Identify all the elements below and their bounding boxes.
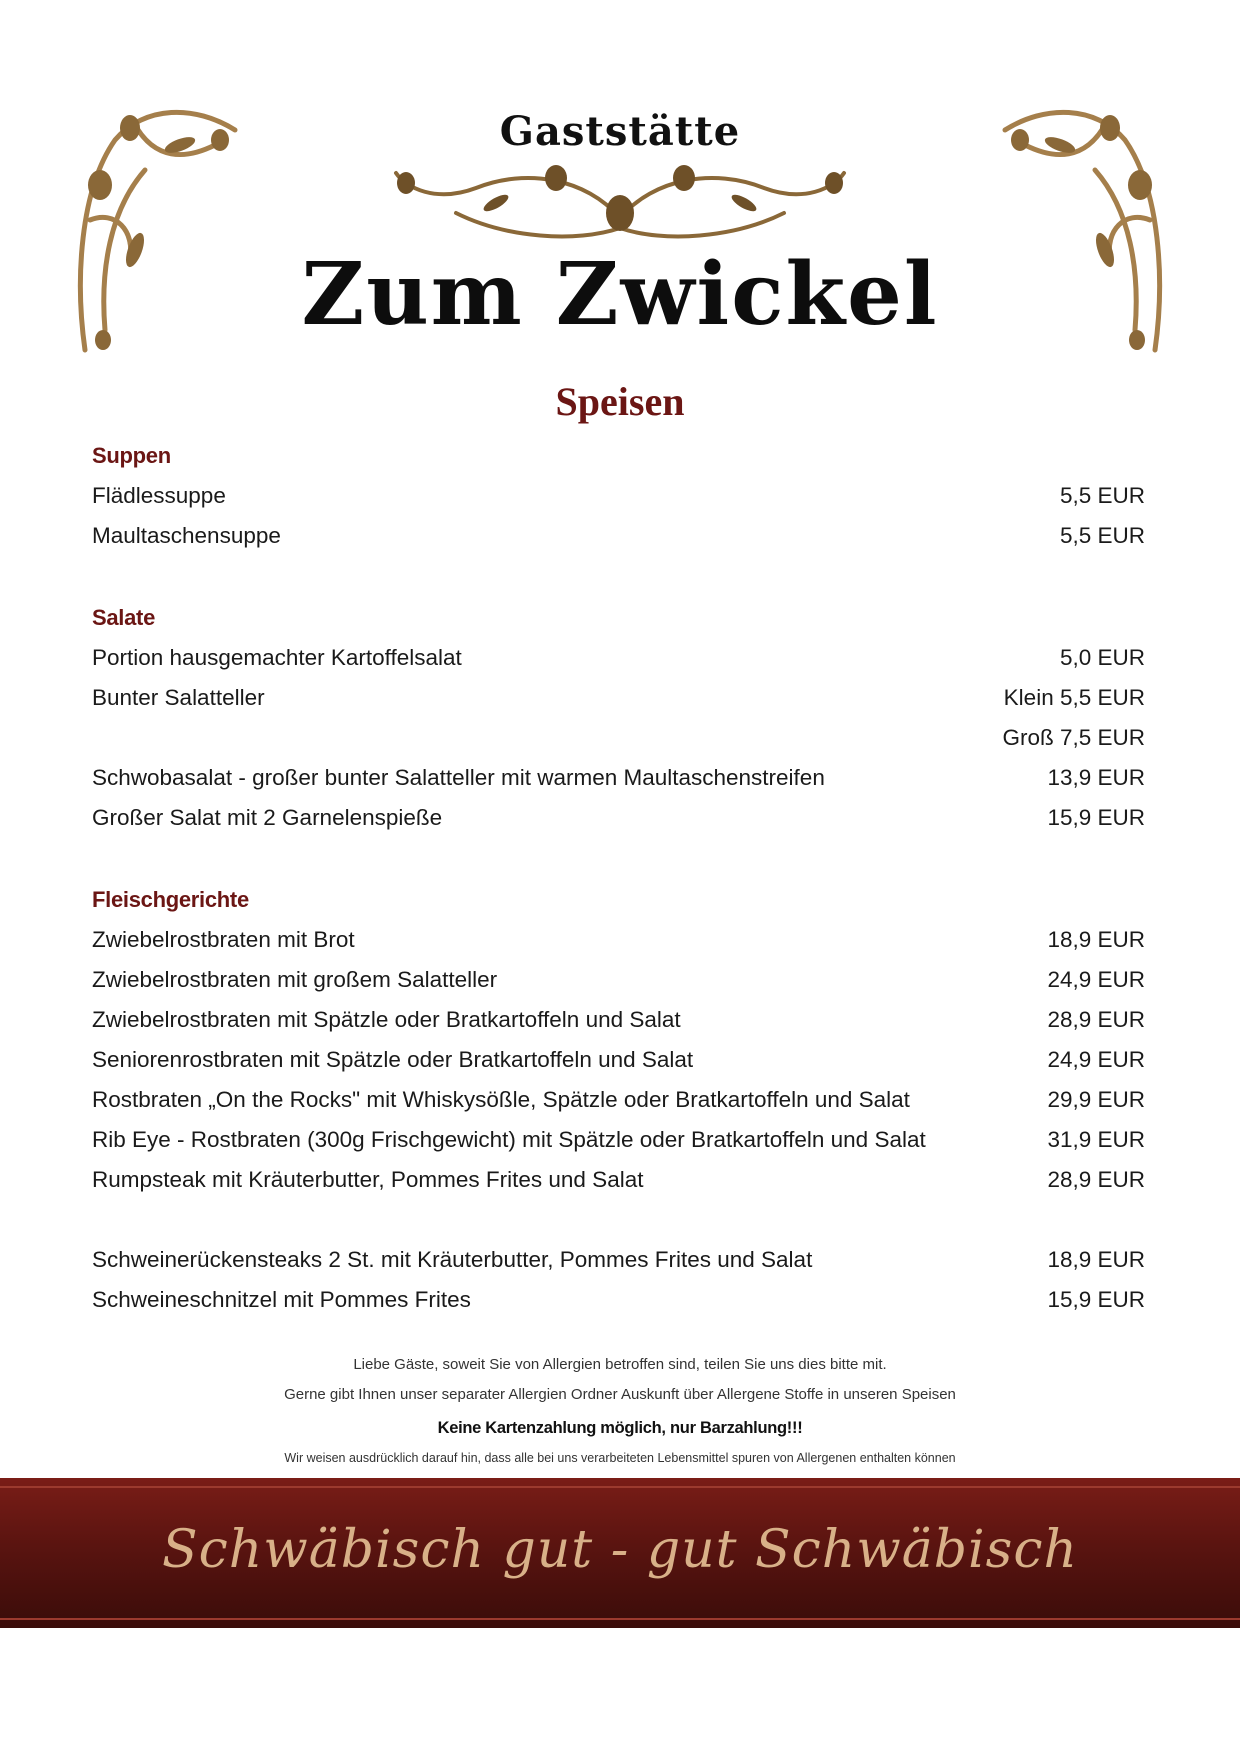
- allergen-traces-note: Wir weisen ausdrücklich darauf hin, dass alle bei uns verarbeiteten Lebensmittel spuren von Allergenen enthalten können: [284, 1451, 956, 1465]
- menu-item: [92, 758, 1145, 798]
- item-price: 28,9 EUR: [1047, 1167, 1145, 1192]
- item-price: 28,9 EUR: [1047, 1007, 1145, 1032]
- notes: [0, 1350, 1240, 1470]
- item-price: 18,9 EUR: [1047, 1247, 1145, 1272]
- menu-item: [92, 1080, 1145, 1120]
- menu-item: [92, 960, 1145, 1000]
- item-price: 5,0 EUR: [1059, 645, 1145, 670]
- item-price: 5,5 EUR: [1059, 483, 1145, 508]
- menu-item: [92, 476, 1145, 516]
- menu-item: [92, 516, 1145, 556]
- menu-item: [92, 920, 1145, 960]
- menu-item: [92, 1280, 1145, 1320]
- item-price: Klein 5,5 EUR: [1003, 685, 1145, 710]
- section-title-fleischgerichte: Fleischgerichte: [92, 887, 249, 912]
- item-price: 29,9 EUR: [1047, 1087, 1145, 1112]
- menu-item: [92, 1240, 1145, 1280]
- item-price: 18,9 EUR: [1047, 927, 1145, 952]
- menu-list: [92, 436, 1145, 1320]
- slogan: Schwäbisch gut - gut Schwäbisch: [162, 1520, 1078, 1580]
- item-price: 15,9 EUR: [1047, 1287, 1145, 1312]
- item-price: 13,9 EUR: [1047, 765, 1145, 790]
- item-name: Flädlessuppe: [92, 483, 226, 508]
- item-name: Schwobasalat - großer bunter Salatteller mit warmen Maultaschenstreifen: [92, 765, 825, 790]
- section-title-suppen: Suppen: [92, 443, 171, 468]
- menu-item: [92, 718, 1145, 758]
- menu-item: [92, 1160, 1145, 1200]
- item-name: Schweinerückensteaks 2 St. mit Kräuterbutter, Pommes Frites und Salat: [92, 1247, 813, 1272]
- item-name: Zwiebelrostbraten mit Spätzle oder Bratkartoffeln und Salat: [92, 1007, 681, 1032]
- item-price: Groß 7,5 EUR: [1002, 725, 1145, 750]
- item-price: 31,9 EUR: [1047, 1127, 1145, 1152]
- item-price: 5,5 EUR: [1059, 523, 1145, 548]
- item-price: 24,9 EUR: [1047, 967, 1145, 992]
- item-name: Rumpsteak mit Kräuterbutter, Pommes Frites und Salat: [92, 1167, 644, 1192]
- item-name: Zwiebelrostbraten mit Brot: [92, 927, 355, 952]
- center-hop-ornament-icon: [386, 158, 854, 258]
- allergy-note-1: Liebe Gäste, soweit Sie von Allergien betroffen sind, teilen Sie uns dies bitte mit.: [353, 1356, 887, 1373]
- item-name: Zwiebelrostbraten mit großem Salatteller: [92, 967, 498, 992]
- restaurant-type: Gaststätte: [499, 108, 741, 155]
- item-name: Schweineschnitzel mit Pommes Frites: [92, 1287, 471, 1312]
- item-name: Portion hausgemachter Kartoffelsalat: [92, 645, 462, 670]
- item-name: Großer Salat mit 2 Garnelenspieße: [92, 805, 443, 830]
- page-title: Speisen: [555, 379, 685, 424]
- menu-item: [92, 638, 1145, 678]
- item-price: 15,9 EUR: [1047, 805, 1145, 830]
- section-title-salate: Salate: [92, 605, 156, 630]
- menu-item: [92, 1000, 1145, 1040]
- item-name: Bunter Salatteller: [92, 685, 265, 710]
- footer-banner: [0, 1478, 1240, 1628]
- item-name: Rostbraten „On the Rocks" mit Whiskysößle, Spätzle oder Bratkartoffeln und Salat: [92, 1087, 910, 1112]
- menu-item: [92, 1040, 1145, 1080]
- item-name: Seniorenrostbraten mit Spätzle oder Bratkartoffeln und Salat: [92, 1047, 694, 1072]
- restaurant-name: Zum Zwickel: [301, 244, 939, 345]
- item-name: Maultaschensuppe: [92, 523, 281, 548]
- menu-item: [92, 798, 1145, 838]
- allergy-note-2: Gerne gibt Ihnen unser separater Allergien Ordner Auskunft über Allergene Stoffe in unseren Speisen: [284, 1386, 956, 1403]
- item-price: 24,9 EUR: [1047, 1047, 1145, 1072]
- item-name: Rib Eye - Rostbraten (300g Frischgewicht) mit Spätzle oder Bratkartoffeln und Salat: [92, 1127, 926, 1152]
- menu-item: [92, 1120, 1145, 1160]
- menu-item: [92, 678, 1145, 718]
- payment-note: Keine Kartenzahlung möglich, nur Barzahlung!!!: [437, 1419, 803, 1437]
